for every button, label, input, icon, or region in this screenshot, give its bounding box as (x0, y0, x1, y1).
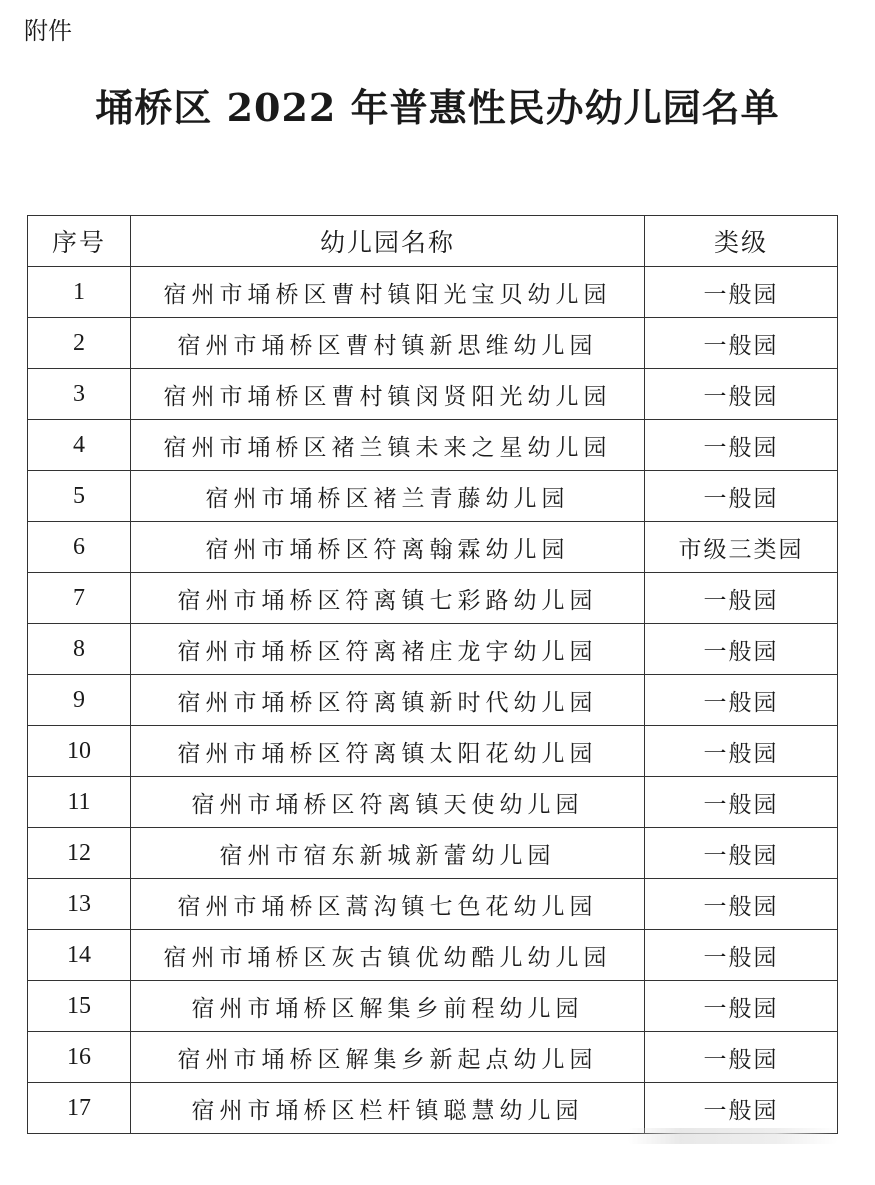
row-serial-number: 16 (28, 1032, 131, 1083)
row-level: 一般园 (645, 930, 838, 981)
row-kindergarten-name: 宿州市埇桥区曹村镇闵贤阳光幼儿园 (131, 369, 645, 420)
row-level: 一般园 (645, 981, 838, 1032)
row-kindergarten-name: 宿州市埇桥区符离镇七彩路幼儿园 (131, 573, 645, 624)
row-kindergarten-name: 宿州市埇桥区曹村镇阳光宝贝幼儿园 (131, 267, 645, 318)
table-row (28, 624, 838, 675)
row-serial-number: 1 (28, 267, 131, 318)
watermark-overlay (628, 1128, 838, 1144)
row-serial-number: 13 (28, 879, 131, 930)
row-serial-number: 17 (28, 1083, 131, 1134)
row-kindergarten-name: 宿州市宿东新城新蕾幼儿园 (131, 828, 645, 879)
row-serial-number: 12 (28, 828, 131, 879)
row-kindergarten-name: 宿州市埇桥区栏杆镇聪慧幼儿园 (131, 1083, 645, 1134)
table-row (28, 879, 838, 930)
row-level: 一般园 (645, 879, 838, 930)
table-row (28, 828, 838, 879)
table-row (28, 471, 838, 522)
row-serial-number: 14 (28, 930, 131, 981)
row-level: 一般园 (645, 828, 838, 879)
row-serial-number: 10 (28, 726, 131, 777)
row-level: 一般园 (645, 726, 838, 777)
table-row (28, 369, 838, 420)
kindergarten-table (27, 215, 838, 1134)
row-level: 一般园 (645, 1032, 838, 1083)
table-row (28, 777, 838, 828)
table-header-row (28, 216, 838, 267)
row-level: 一般园 (645, 675, 838, 726)
row-level: 一般园 (645, 420, 838, 471)
row-level: 一般园 (645, 624, 838, 675)
table-row (28, 1032, 838, 1083)
row-kindergarten-name: 宿州市埇桥区符离翰霖幼儿园 (131, 522, 645, 573)
row-kindergarten-name: 宿州市埇桥区符离镇新时代幼儿园 (131, 675, 645, 726)
table-row (28, 420, 838, 471)
row-kindergarten-name: 宿州市埇桥区解集乡新起点幼儿园 (131, 1032, 645, 1083)
header-serial-number: 序号 (28, 216, 131, 267)
row-level: 一般园 (645, 369, 838, 420)
table-body (28, 267, 838, 1134)
row-level: 一般园 (645, 267, 838, 318)
table-row (28, 573, 838, 624)
row-serial-number: 9 (28, 675, 131, 726)
row-level: 一般园 (645, 573, 838, 624)
row-serial-number: 7 (28, 573, 131, 624)
row-kindergarten-name: 宿州市埇桥区褚兰镇未来之星幼儿园 (131, 420, 645, 471)
document-title: 埇桥区 2022 年普惠性民办幼儿园名单 (95, 85, 780, 130)
row-serial-number: 11 (28, 777, 131, 828)
row-level: 一般园 (645, 1083, 838, 1134)
attachment-label: 附件 (24, 17, 72, 45)
table-row (28, 675, 838, 726)
row-level: 市级三类园 (645, 522, 838, 573)
row-serial-number: 3 (28, 369, 131, 420)
row-serial-number: 8 (28, 624, 131, 675)
row-kindergarten-name: 宿州市埇桥区符离镇天使幼儿园 (131, 777, 645, 828)
row-level: 一般园 (645, 777, 838, 828)
row-kindergarten-name: 宿州市埇桥区符离镇太阳花幼儿园 (131, 726, 645, 777)
table-row (28, 930, 838, 981)
header-kindergarten-name: 幼儿园名称 (131, 216, 645, 267)
row-kindergarten-name: 宿州市埇桥区蒿沟镇七色花幼儿园 (131, 879, 645, 930)
table-row (28, 1083, 838, 1134)
row-level: 一般园 (645, 471, 838, 522)
row-serial-number: 5 (28, 471, 131, 522)
row-serial-number: 2 (28, 318, 131, 369)
table-row (28, 522, 838, 573)
row-serial-number: 15 (28, 981, 131, 1032)
table-row (28, 981, 838, 1032)
header-level: 类级 (645, 216, 838, 267)
row-kindergarten-name: 宿州市埇桥区曹村镇新思维幼儿园 (131, 318, 645, 369)
row-kindergarten-name: 宿州市埇桥区灰古镇优幼酷儿幼儿园 (131, 930, 645, 981)
row-kindergarten-name: 宿州市埇桥区解集乡前程幼儿园 (131, 981, 645, 1032)
table-row (28, 318, 838, 369)
row-kindergarten-name: 宿州市埇桥区符离褚庄龙宇幼儿园 (131, 624, 645, 675)
table-row (28, 267, 838, 318)
row-serial-number: 4 (28, 420, 131, 471)
table-row (28, 726, 838, 777)
row-kindergarten-name: 宿州市埇桥区褚兰青藤幼儿园 (131, 471, 645, 522)
row-serial-number: 6 (28, 522, 131, 573)
row-level: 一般园 (645, 318, 838, 369)
